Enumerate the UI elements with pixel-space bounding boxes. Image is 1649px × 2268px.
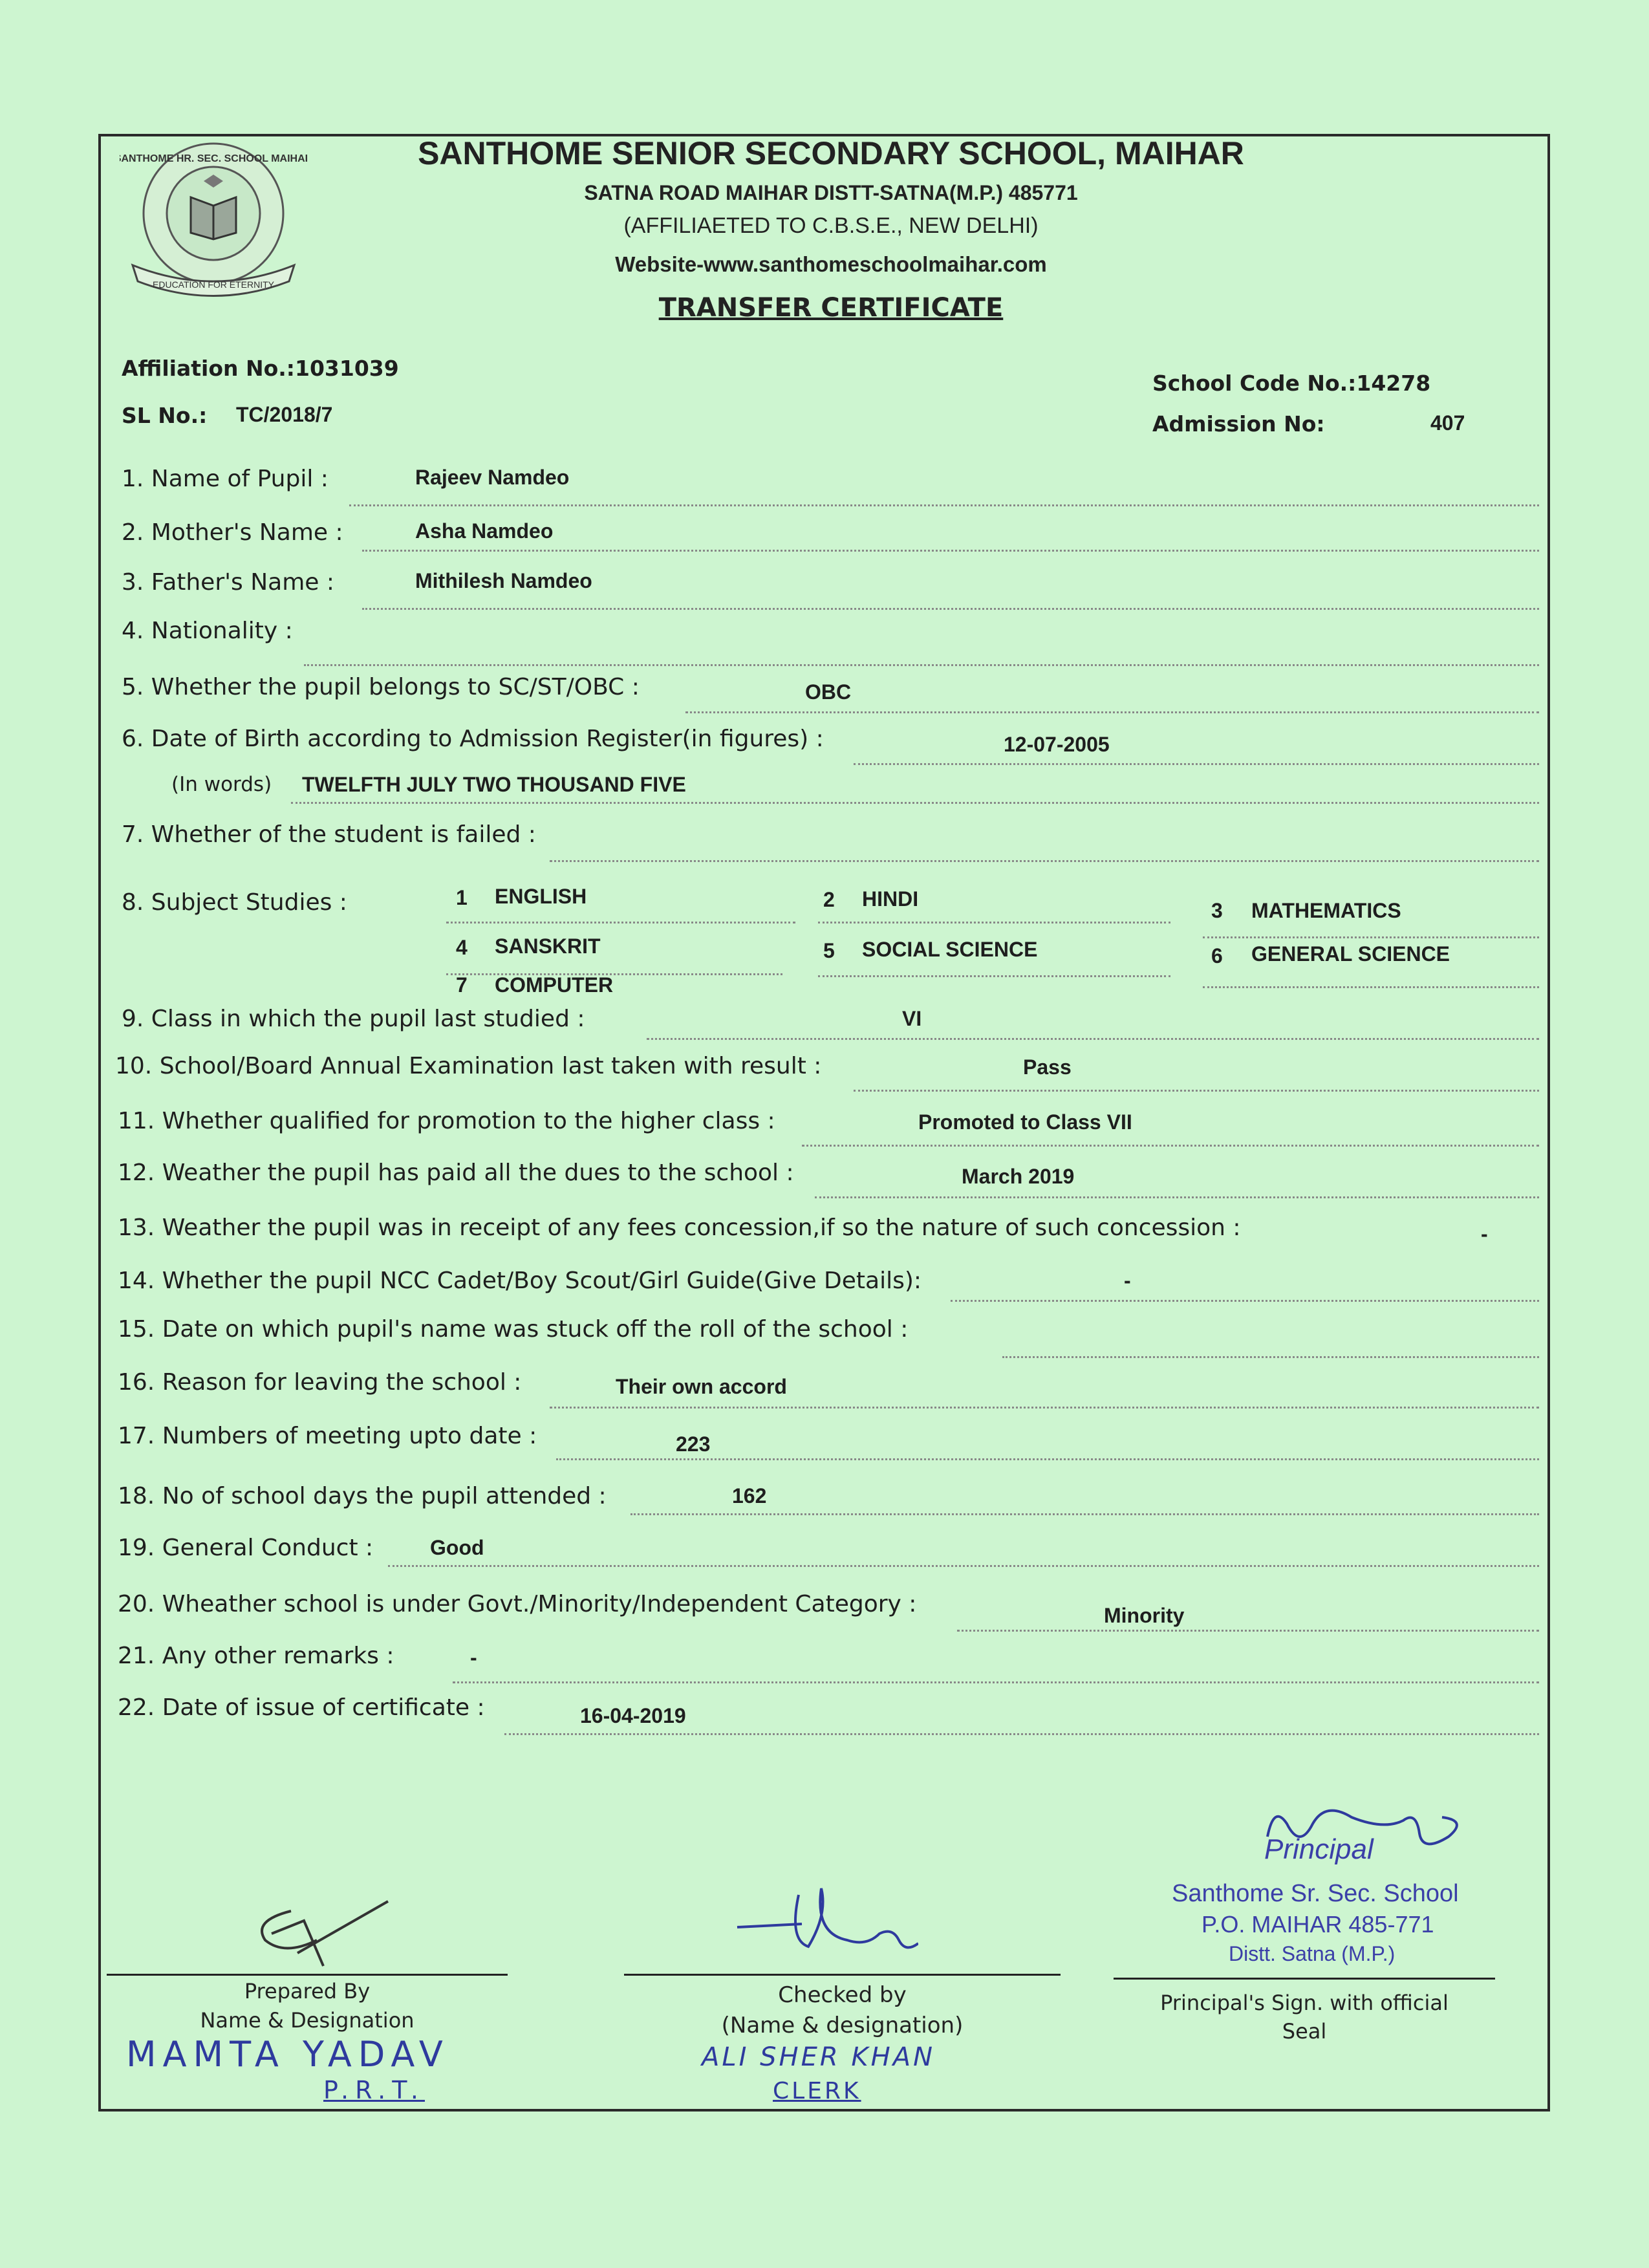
school-website: Website-www.santhomeschoolmaihar.com [615,252,1047,276]
field-9-label: 9. Class in which the pupil last studied : [122,1006,585,1032]
field-22-label: 22. Date of issue of certificate : [118,1694,485,1721]
sl-label: SL No.: [122,403,208,428]
field-10-value: Pass [1023,1055,1072,1079]
field-21-label: 21. Any other remarks : [118,1643,394,1669]
checked-designation-handwritten: CLERK [773,2078,861,2104]
field-9-line [647,1038,1539,1040]
field-21-line [453,1681,1539,1683]
field-2-value: Asha Namdeo [415,519,554,543]
subject-7-name: COMPUTER [495,973,614,997]
subject-6-name: GENERAL SCIENCE [1251,942,1450,966]
field-16-label: 16. Reason for leaving the school : [118,1369,522,1396]
field-2-label: 2. Mother's Name : [122,519,343,546]
stamp-line-2: P.O. MAIHAR 485-771 [1202,1911,1434,1938]
field-13-value: - [1481,1222,1488,1246]
subject-row-1b-line [818,922,1170,923]
subject-6-num: 6 [1211,944,1223,967]
subject-1-num: 1 [456,886,468,909]
school-logo [120,136,307,304]
field-12-value: March 2019 [962,1165,1075,1188]
field-2-line [362,550,1539,552]
school-name: SANTHOME SENIOR SECONDARY SCHOOL, MAIHAR [418,135,1244,171]
field-7-line [550,860,1539,862]
prepared-signature [246,1895,401,1972]
field-6-words-label: (In words) [171,773,272,796]
field-12-line [815,1196,1539,1198]
field-22-line [504,1733,1539,1735]
checked-signature [724,1875,918,1960]
subject-3-name: MATHEMATICS [1251,899,1401,922]
field-19-label: 19. General Conduct : [118,1535,374,1561]
prepared-designation-label: Name & Designation [200,2008,415,2033]
prepared-name-handwritten: MAMTA YADAV [126,2034,449,2075]
field-14-label: 14. Whether the pupil NCC Cadet/Boy Scout/Girl Guide(Give Details): [118,1268,922,1294]
field-6-line [854,763,1539,765]
field-16-line [550,1407,1539,1409]
principal-seal-label: Seal [1282,2019,1327,2044]
stamp-principal-title: Principal [1264,1833,1374,1865]
field-10-label: 10. School/Board Annual Examination last taken with result : [115,1053,822,1079]
field-6-value: 12-07-2005 [1004,733,1110,756]
field-19-value: Good [430,1536,484,1559]
affiliation-line: (AFFILIAETED TO C.B.S.E., NEW DELHI) [623,213,1039,238]
field-15-line [1002,1356,1539,1358]
sl-value: TC/2018/7 [236,403,333,426]
field-1-label: 1. Name of Pupil : [122,466,329,492]
field-6-words-value: TWELFTH JULY TWO THOUSAND FIVE [302,773,686,796]
field-6-words-line [291,802,1539,804]
field-19-line [388,1565,1539,1567]
school-code: School Code No.:14278 [1152,371,1431,396]
subject-2-num: 2 [823,888,835,911]
field-3-value: Mithilesh Namdeo [415,569,592,592]
field-1-value: Rajeev Namdeo [415,466,570,489]
document-title: TRANSFER CERTIFICATE [658,293,1004,323]
subject-3-num: 3 [1211,899,1223,922]
field-9-value: VI [902,1007,922,1030]
subject-row-1-line [446,922,795,923]
field-22-value: 16-04-2019 [580,1704,686,1727]
field-1-line [349,504,1539,506]
field-11-line [802,1145,1539,1147]
field-18-label: 18. No of school days the pupil attended : [118,1483,607,1509]
checked-name-handwritten: ALI SHER KHAN [702,2042,936,2072]
subject-4-num: 4 [456,936,468,959]
field-18-line [630,1513,1539,1515]
stamp-line-3: Distt. Satna (M.P.) [1229,1942,1396,1965]
prepared-sign-line [107,1974,508,1976]
field-21-value: - [470,1646,477,1669]
prepared-by-label: Prepared By [244,1979,371,2003]
field-12-label: 12. Weather the pupil has paid all the dues to the school : [118,1160,794,1186]
principal-sign-line [1114,1978,1495,1980]
field-17-value: 223 [676,1432,711,1456]
subject-1-name: ENGLISH [495,885,587,908]
checked-designation-label: (Name & designation) [721,2013,964,2038]
field-4-line [304,664,1539,666]
field-6-label: 6. Date of Birth according to Admission Register(in figures) : [122,726,824,752]
field-10-line [854,1090,1539,1092]
field-20-label: 20. Wheather school is under Govt./Minority/Independent Category : [118,1591,917,1617]
field-7-label: 7. Whether of the student is failed : [122,821,536,848]
field-5-line [685,711,1539,713]
field-13-label: 13. Weather the pupil was in receipt of any fees concession,if so the nature of such concession : [118,1215,1241,1241]
field-17-line [556,1458,1539,1460]
field-20-line [957,1630,1539,1632]
field-3-label: 3. Father's Name : [122,569,335,596]
field-8-label: 8. Subject Studies : [122,889,347,916]
field-17-label: 17. Numbers of meeting upto date : [118,1423,537,1449]
subject-4-name: SANSKRIT [495,934,601,958]
school-address: SATNA ROAD MAIHAR DISTT-SATNA(M.P.) 485771 [584,181,1078,204]
subject-row-2c-line [1203,986,1539,988]
subject-5-name: SOCIAL SCIENCE [862,938,1038,961]
logo-ring-text: SANTHOME HR. SEC. SCHOOL MAIHAR [120,153,307,164]
field-16-value: Their own accord [616,1375,787,1398]
subject-2-name: HINDI [862,887,919,911]
admission-label: Admission No: [1152,411,1325,437]
subject-5-num: 5 [823,939,835,962]
field-3-line [362,608,1539,610]
field-18-value: 162 [732,1484,767,1507]
affiliation-number: Affiliation No.:1031039 [122,356,399,381]
field-15-label: 15. Date on which pupil's name was stuck off the roll of the school : [118,1316,909,1343]
principal-sign-label: Principal's Sign. with official [1160,1991,1449,2015]
field-14-value: - [1124,1269,1131,1292]
field-4-label: 4. Nationality : [122,618,293,644]
field-11-label: 11. Whether qualified for promotion to the higher class : [118,1108,775,1134]
subject-row-2b-line [818,975,1170,977]
logo-banner-text: EDUCATION FOR ETERNITY [153,279,274,290]
stamp-line-1: Santhome Sr. Sec. School [1172,1880,1459,1907]
prepared-designation-handwritten: P.R.T. [323,2076,425,2104]
field-14-line [951,1300,1539,1302]
checked-sign-line [624,1974,1061,1976]
field-5-label: 5. Whether the pupil belongs to SC/ST/OBC : [122,674,640,700]
admission-value: 407 [1430,411,1465,435]
field-5-value: OBC [805,680,852,704]
subject-7-num: 7 [456,973,468,997]
field-20-value: Minority [1104,1604,1185,1627]
field-11-value: Promoted to Class VII [918,1110,1132,1134]
checked-by-label: Checked by [778,1982,907,2008]
subject-row-1c-line [1203,936,1539,938]
